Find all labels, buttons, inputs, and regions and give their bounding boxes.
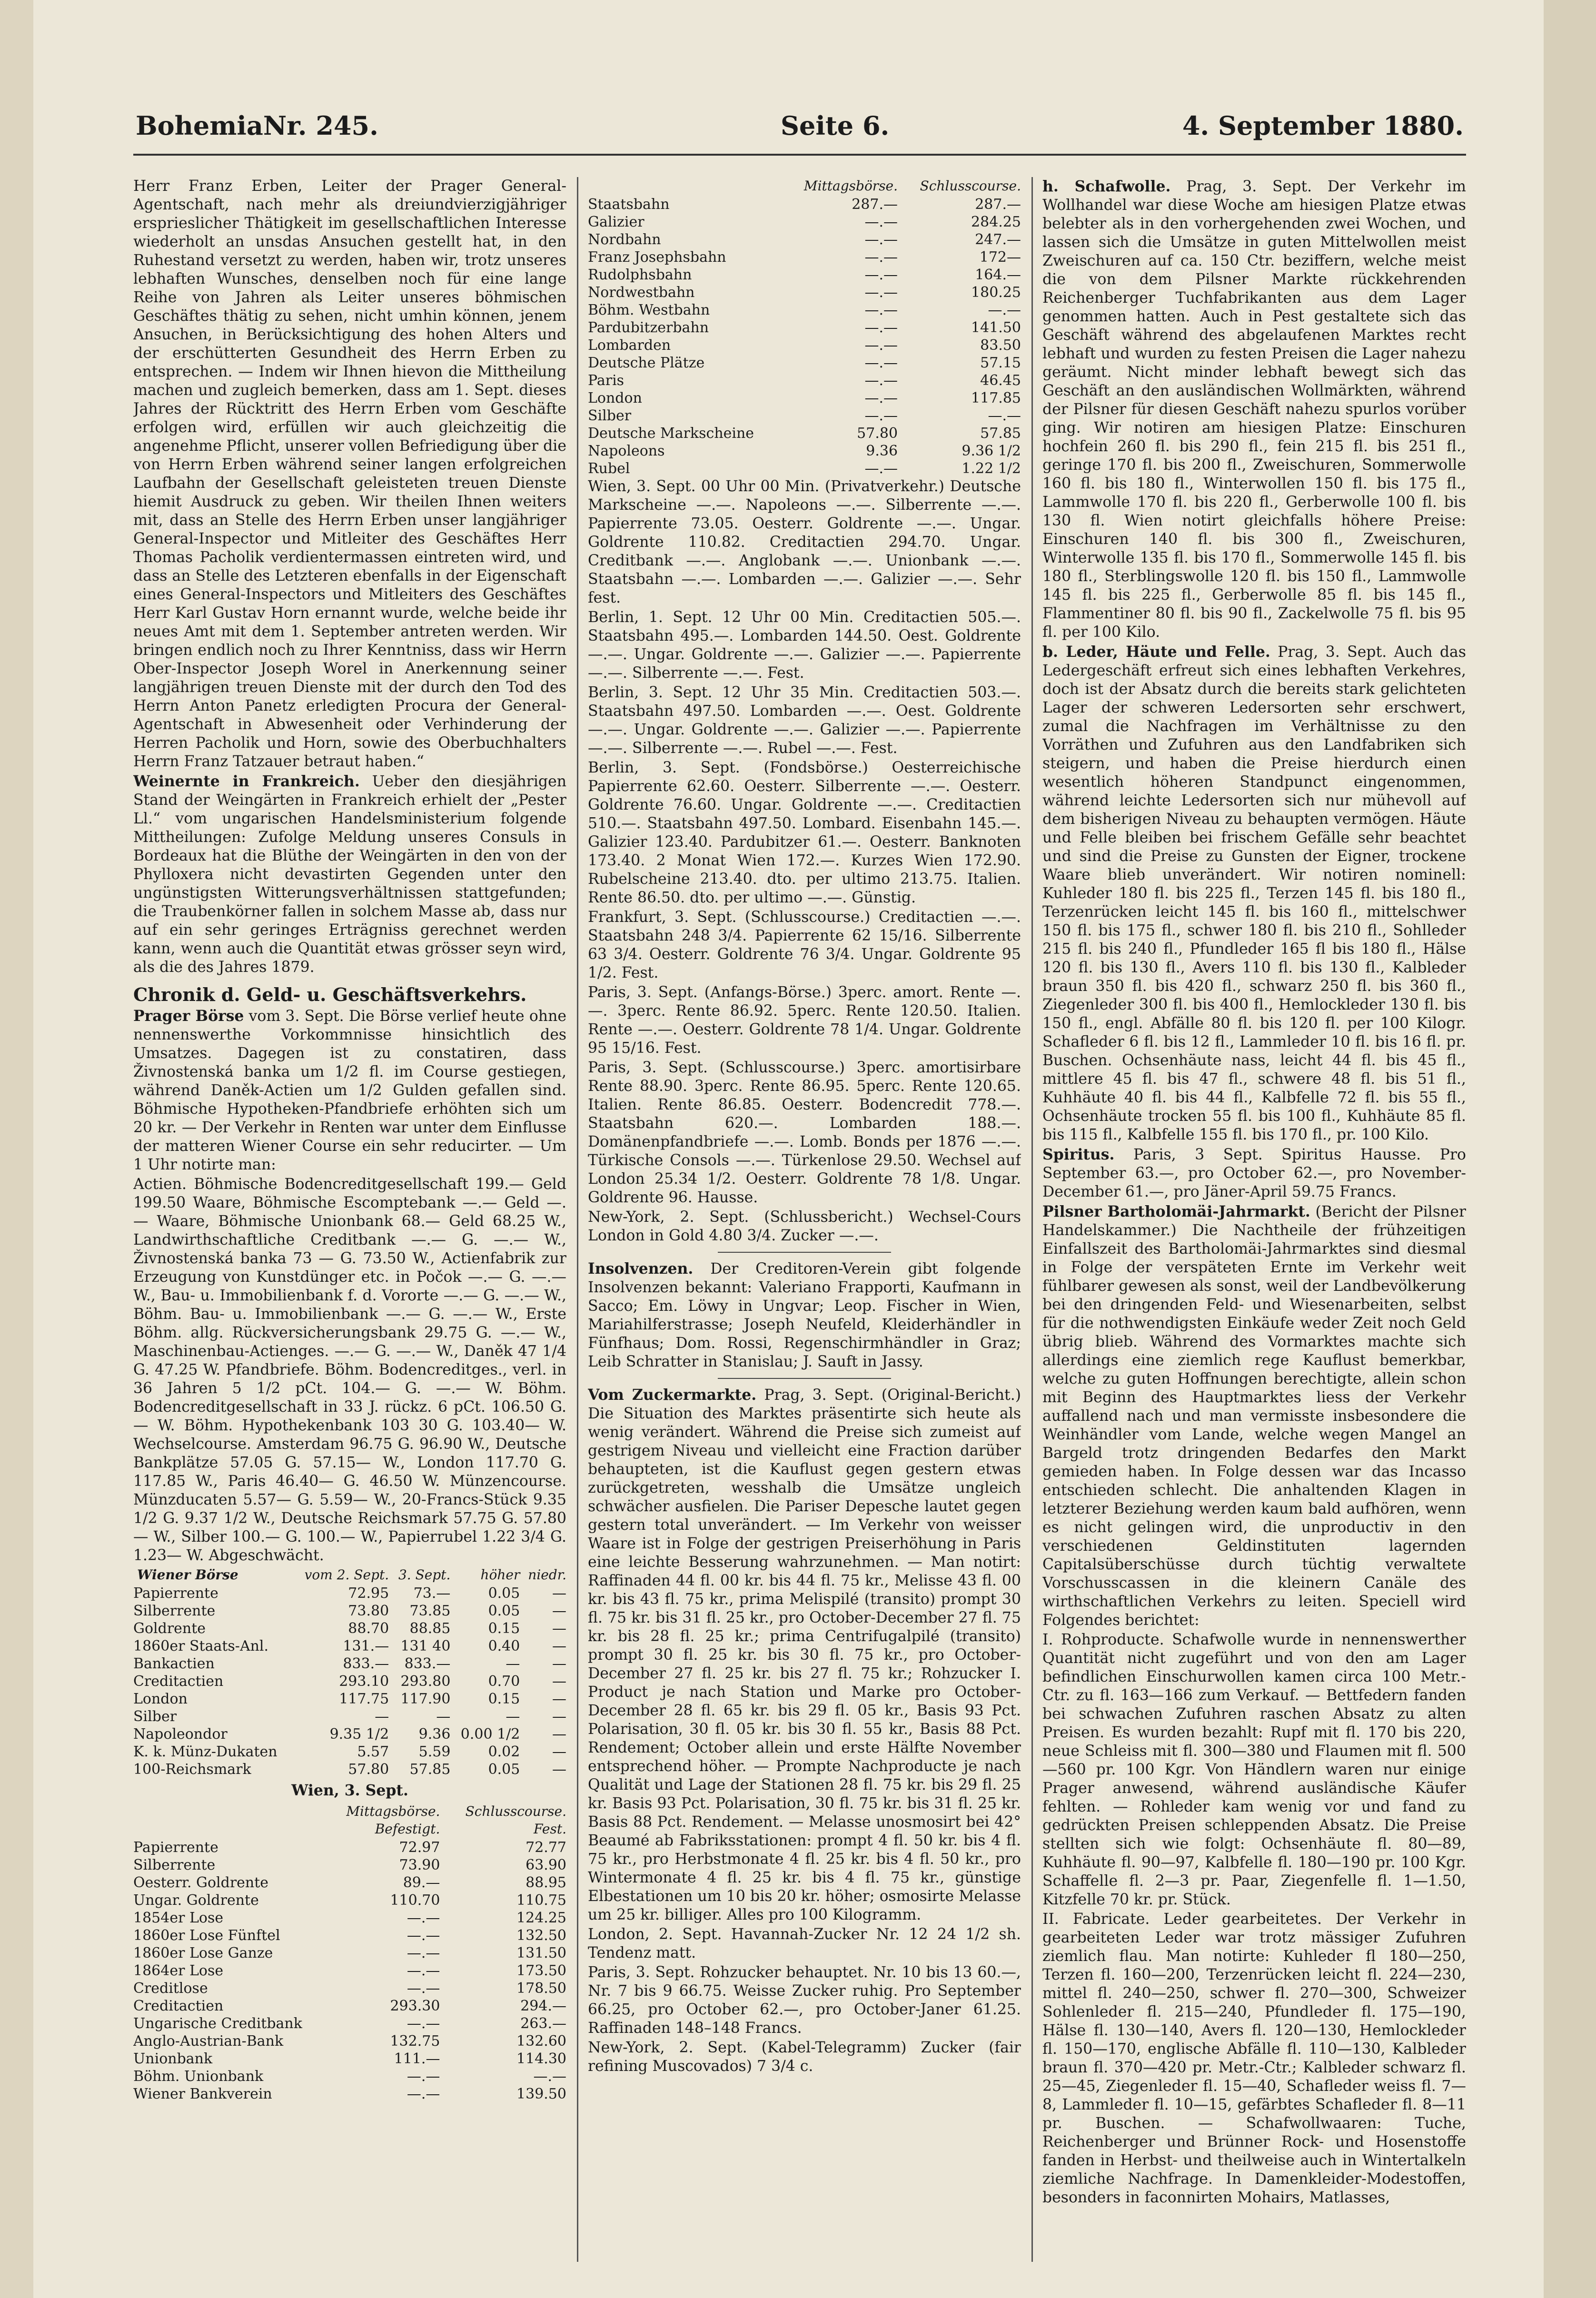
cell-value: —.— (864, 319, 898, 336)
scan-edge-left (0, 0, 33, 2298)
cell-value: —.— (864, 337, 898, 354)
row-label: Goldrente (133, 1620, 206, 1637)
cell-value: 141.50 (971, 319, 1021, 336)
cell-value: 173.50 (516, 1962, 566, 1979)
report-berlin-2: Berlin, 3. Sept. 12 Uhr 35 Min. Creditactien 503.—. Staatsbahn 497.50. Lombarden —.—. Oest. Goldrente —.—. Ungar. Goldrente —.—. Galizier —.—. Papierrente —.—. Silberrente —.—. Rubel —.—. Fest. (588, 684, 1021, 757)
article-spiritus: Spiritus. Paris, 3 Sept. Spiritus Hausse. Pro September 63.—, pro October 62.—, pro November-December 61.—, pro Jäner-April 59.75 Francs. (1042, 1146, 1466, 1200)
row-label: Böhm. Westbahn (588, 302, 710, 318)
report-wien-privat: Wien, 3. Sept. 00 Uhr 00 Min. (Privatverkehr.) Deutsche Markscheine —.—. Napoleons —.—. Silberrente —.—. Papierrente 73.05. Oesterr. Goldrente —.—. Ungar. Goldrente 110.82. Creditactien 294.70. Ungar. Creditbank —.—. Anglobank —.—. Unionbank —.—. Staatsbahn —.—. Lombarden —.—. Galizier —.—. Sehr fest. (588, 478, 1021, 606)
table-row (133, 2068, 566, 2085)
cell-value: 9.36 1/2 (962, 443, 1021, 459)
cell-value: 57.80 (348, 1761, 389, 1778)
row-label: Napoleondor (133, 1726, 228, 1743)
article-prager-boerse (133, 1007, 566, 1174)
table-row (588, 213, 1021, 231)
cell-value: 46.45 (980, 372, 1021, 389)
table-row (133, 1585, 566, 1602)
cell-value: 0.00 1/2 (460, 1726, 520, 1743)
table-row (133, 1892, 566, 1909)
row-label: Wiener Bankverein (133, 2086, 272, 2102)
cell-value: — (552, 1620, 566, 1637)
article-pilsner-jahrmarkt: Pilsner Bartholomäi-Jahrmarkt. (Bericht der Pilsner Handelskammer.) Die Nachtheile der frühzeitigen Einfallszeit des Bartholomäi-Jahrmarktes sind diesmal in Folge der verspäteten Ernte im Verkehr weit fühlbarer gewesen als sonst, weil der Landbevölkerung bei den dringenden Feld- und Wiesenarbeiten, selbst für die nothwendigsten Einkäufe weder Zeit noch Geld übrig blieb. Während des Vormarktes machte sich allerdings eine ziemlich rege Kauflust bemerkbar, welche zu guten Hoffnungen berechtigte, allein schon mit Beginn des Hauptmarktes liess der Verkehr auffallend nach und man vermisste insbesondere die Weinhändler vom Lande, welche wegen Mangel an Bargeld trotz dringenden Bedarfes den Markt gemieden haben. In Folge dessen war das Incasso entschieden schlecht. Die anhaltenden Klagen in letzterer Beziehung werden kaum bald aufhören, wenn es nicht gelingen wird, die unproductiv in den verschiedenen Geldinstituten lagernden Capitalsüberschüsse durch tüchtig verwaltete Vorschusscassen in die kleinern Canäle des wirthschaftlichen Verkehrs zu leiten. Speciell wird Folgendes berichtet: (1042, 1203, 1466, 1629)
cell-value: 117.75 (339, 1691, 389, 1707)
table-row (133, 1602, 566, 1620)
row-label: Creditlose (133, 1980, 208, 1997)
article-title: Prager Börse (133, 1007, 244, 1025)
article-actien: Actien. Böhmische Bodencreditgesellschaft 199.— Geld 199.50 Waare, Böhmische Escomptebank —.— Geld —.— Waare, Böhmische Unionbank 68.— Geld 68.25 W., Landwirthschaftliche Creditbank —.— G. —.— W., Živnostenská banka 73 — G. 73.50 W., Actienfabrik zur Erzeugung von Kunstdünger etc. in Počok —.— G. —.— W., Bau- u. Immobilienbank f. d. Vororte —.— G. —.— W., Böhm. Bau- u. Immobilienbank —.— G. —.— W., Erste Böhm. allg. Rückversicherungsbank 29.75 G. —.— W., Maschinenbau-Actienges. —.— G. —.— W., Daněk 47 1/4 G. 47.25 W. Pfandbriefe. Böhm. Bodencreditges., verl. in 36 Jahren 5 1/2 pCt. 104.— G. —.— W. Böhm. Bodencreditgesellschaft in 33 J. rückz. 6 pCt. 106.50 G. — W. Böhm. Hypothekenbank 103 30 G. 103.40— W. Wechselcourse. Amsterdam 96.75 G. 96.90 W., Deutsche Bankplätze 57.05 G. 57.15— W., London 117.70 G. 117.85 W., Paris 46.40— G. 46.50 W. Münzencourse. Münzducaten 5.57— G. 5.59— W., 20-Francs-Stück 9.35 1/2 G. 9.37 1/2 W., Deutsche Reichsmark 57.75 G. 57.80— W., Silber 100.— G. 100.— W., Papierrubel 1.22 3/4 G. 1.23— W. Abgeschwächt. (133, 1176, 566, 1564)
cell-value: 57.15 (980, 355, 1021, 371)
cell-value: 131.50 (516, 1945, 566, 1961)
report-frankfurt: Frankfurt, 3. Sept. (Schlusscourse.) Creditactien —.—. Staatsbahn 248 3/4. Papierrente 62 15/16. Silberrente 63 3/4. Oesterr. Goldrente 76 3/4. Ungar. Goldrente 95 1/2. Fest. (588, 909, 1021, 981)
report-paris-1: Paris, 3. Sept. (Anfangs-Börse.) 3perc. amort. Rente —.—. 3perc. Rente 86.92. 5perc. Rente 120.50. Italien. Rente —.—. Oesterr. Goldrente 78 1/4. Ungar. Goldrente 95 15/16. Fest. (588, 984, 1021, 1057)
table-row (588, 301, 1021, 319)
report-london-zucker: London, 2. Sept. Havannah-Zucker Nr. 12 24 1/2 sh. Tendenz matt. (588, 1926, 1021, 1961)
table-row (588, 389, 1021, 407)
cell-value: 124.25 (516, 1910, 566, 1926)
row-label: Deutsche Markscheine (588, 425, 754, 442)
row-label: Galizier (588, 214, 644, 230)
wien-mittag-table (133, 1803, 566, 2103)
cell-value: 114.30 (516, 2050, 566, 2067)
cell-value: 88.95 (525, 1874, 566, 1891)
cell-value: 0.70 (488, 1673, 520, 1690)
report-berlin-1: Berlin, 1. Sept. 12 Uhr 00 Min. Creditactien 505.—. Staatsbahn 495.—. Lombarden 144.50. Oest. Goldrente —.—. Ungar. Goldrente —.—. Galizier —.—. Papierrente —.—. Silberrente —.—. Fest. (588, 609, 1021, 682)
cell-value: —.— (864, 284, 898, 301)
cell-value: 0.05 (488, 1761, 520, 1778)
row-label: 100-Reichsmark (133, 1761, 251, 1778)
row-label: Silber (133, 1708, 177, 1725)
table-title: Wiener Börse (137, 1567, 238, 1583)
cell-value: 73.— (413, 1585, 451, 1602)
table-row (133, 2085, 566, 2103)
cell-value: 132.50 (516, 1927, 566, 1944)
cell-value: 0.05 (488, 1585, 520, 1602)
cell-value: 0.05 (488, 1603, 520, 1619)
cell-value: 833.— (404, 1655, 451, 1672)
cell-value: —.— (864, 267, 898, 283)
cell-value: 73.85 (409, 1603, 451, 1619)
table-row (133, 2032, 566, 2050)
cell-value: —.— (406, 2086, 440, 2102)
cell-value: 293.80 (400, 1673, 451, 1690)
row-label: London (588, 390, 642, 406)
article-schafwolle: h. Schafwolle. Prag, 3. Sept. Der Verkehr im Wollhandel war diese Woche am hiesigen Platze etwas belebter als in den vorhergehenden zwei Wochen, und lassen sich die Umsätze in guten Mittelwollen meist Zweischuren auf ca. 150 Ctr. beziffern, welche meist die von dem Pilsner Markte rückkehrenden Reichenberger Tuchfabrikanten aus dem Lager genommen hatten. Auch in Pest gestaltete sich das Geschäft während des abgelaufenen Marktes recht lebhaft und wurden zu festen Preisen die Lager nahezu geräumt. Nicht minder lebhaft bewegt sich das Geschäft an den ausländischen Wollmärkten, während der Pilsner für diesen Geschäft nahezu spurlos vorüber ging. Wir notiren am hiesigen Platze: Einschuren hochfein 260 fl. bis 290 fl., fein 215 fl. bis 251 fl., geringe 170 fl. bis 200 fl., Zweischuren, Sommerwolle 160 fl. bis 180 fl., Winterwollen 150 fl. bis 175 fl., Lammwolle 170 fl. bis 220 fl., Gerberwolle 100 fl. bis 130 fl. Wien notirt gleichfalls höhere Preise: Einschuren 140 fl. bis 300 fl., Zweischuren, Winterwolle 135 fl. bis 170 fl., Sommerwolle 145 fl. bis 180 fl., Sterblingswolle 120 fl. bis 150 fl., Lammwolle 145 fl. bis 225 fl., Gerberwolle 85 fl. bis 145 fl., Flammentiner 80 fl. bis 90 fl., Zackelwolle 75 fl. bis 95 fl. per 100 Kilo. (1042, 178, 1466, 641)
table-row (133, 1637, 566, 1655)
cell-value: 0.15 (488, 1691, 520, 1707)
table-row (588, 372, 1021, 389)
cell-value: — (436, 1708, 451, 1725)
cell-value: 263.— (520, 2015, 566, 2032)
column-header: Mittagsbörse. Befestigt. (346, 1803, 440, 1837)
column-rule (1031, 177, 1033, 2262)
row-label: K. k. Münz-Dukaten (133, 1743, 278, 1760)
row-label: Bankactien (133, 1655, 215, 1672)
cell-value: —.— (864, 372, 898, 389)
cell-value: — (506, 1708, 520, 1725)
cell-value: —.— (864, 407, 898, 424)
cell-value: 73.90 (399, 1857, 440, 1873)
row-label: Silberrente (133, 1603, 216, 1619)
article-insolvenzen: Insolvenzen. Der Creditoren-Verein gibt folgende Insolvenzen bekannt: Valeriano Frapporti, Kaufmann in Sacco; Em. Löwy in Ungvar; Leop. Fischer in Wien, Mariahilferstrasse; Joseph Neufeld, Kleiderhändler in Fünfhaus; Dom. Rossi, Regenschirmhändler in Graz; Leib Schratter in Stanislau; J. Sauft in Jassy. (588, 1260, 1021, 1370)
cell-value: 72.95 (348, 1585, 389, 1602)
row-label: Rubel (588, 460, 630, 477)
table-row (588, 337, 1021, 354)
table-row (588, 407, 1021, 425)
cell-value: 287.— (975, 196, 1021, 213)
report-paris-zucker: Paris, 3. Sept. Rohzucker behauptet. Nr. 10 bis 13 60.—, Nr. 7 bis 9 66.75. Weisse Zucker ruhig. Pro September 66.25, pro October 62.—, pro October-Janer 61.25. Raffinaden 148–148 Francs. (588, 1964, 1021, 2037)
cell-value: —.— (406, 1910, 440, 1926)
page-header (136, 110, 1464, 153)
table-row (133, 1856, 566, 1874)
cell-value: — (552, 1585, 566, 1602)
cell-value: 5.57 (357, 1743, 389, 1760)
masthead-issue: BohemiaNr. 245. (136, 110, 378, 141)
row-label: Nordbahn (588, 231, 661, 248)
table-row (133, 1761, 566, 1778)
article-weinernte (133, 772, 566, 977)
cell-value: 88.70 (348, 1620, 389, 1637)
row-label: Oesterr. Goldrente (133, 1874, 269, 1891)
row-label: London (133, 1691, 188, 1707)
row-label: Deutsche Plätze (588, 355, 705, 371)
cell-value: 9.36 (418, 1726, 451, 1743)
row-label: Nordwestbahn (588, 284, 695, 301)
row-label: Ungar. Goldrente (133, 1892, 259, 1909)
wien-table-title: Wien, 3. Sept. (291, 1782, 408, 1799)
cell-value: — (552, 1603, 566, 1619)
cell-value: —.— (988, 407, 1021, 424)
cell-value: 0.15 (488, 1620, 520, 1637)
column-rule (577, 177, 578, 2262)
cell-value: 284.25 (971, 214, 1021, 230)
cell-value: —.— (864, 231, 898, 248)
column-header: vom 2. Sept. (304, 1567, 389, 1583)
cell-value: 88.85 (409, 1620, 451, 1637)
table-row (133, 1620, 566, 1637)
cell-value: —.— (406, 2015, 440, 2032)
row-label: 1854er Lose (133, 1910, 224, 1926)
cell-value: —.— (864, 302, 898, 318)
cell-value: 9.36 (866, 443, 898, 459)
cell-value: 72.77 (525, 1839, 566, 1856)
table-row (133, 1690, 566, 1708)
cell-value: 0.02 (488, 1743, 520, 1760)
table-row (133, 1874, 566, 1892)
divider (718, 1378, 891, 1379)
cell-value: 73.80 (348, 1603, 389, 1619)
cell-value: — (552, 1673, 566, 1690)
cell-value: — (552, 1708, 566, 1725)
cell-value: 139.50 (516, 2086, 566, 2102)
table-row (588, 196, 1021, 213)
row-label: Napoleons (588, 443, 665, 459)
column-3 (1042, 177, 1466, 2262)
cell-value: 131 40 (400, 1638, 451, 1654)
cell-value: 132.60 (516, 2033, 566, 2050)
cell-value: —.— (864, 355, 898, 371)
cell-value: 5.59 (418, 1743, 451, 1760)
table-row (133, 1743, 566, 1761)
issue-date: 4. September 1880. (1182, 110, 1464, 141)
cell-value: —.— (988, 302, 1021, 318)
cell-value: — (552, 1761, 566, 1778)
cell-value: 9.35 1/2 (329, 1726, 389, 1743)
column-header: höher (480, 1567, 520, 1583)
cell-value: 117.85 (971, 390, 1021, 406)
row-label: Creditactien (133, 1673, 224, 1690)
table-row (588, 354, 1021, 372)
column-header: 3. Sept. (398, 1567, 451, 1583)
divider (718, 1252, 891, 1253)
cell-value: — (552, 1691, 566, 1707)
row-label: Silber (588, 407, 632, 424)
row-label: Unionbank (133, 2050, 213, 2067)
cell-value: — (375, 1708, 389, 1725)
table-row (588, 442, 1021, 460)
cell-value: 293.30 (390, 1998, 440, 2014)
wiener-boerse-table (133, 1566, 566, 1778)
table-row (133, 1725, 566, 1743)
cell-value: 178.50 (516, 1980, 566, 1997)
cell-value: 294.— (520, 1998, 566, 2014)
row-label: Lombarden (588, 337, 671, 354)
table-row (133, 1909, 566, 1927)
cell-value: 293.10 (339, 1673, 389, 1690)
cell-value: 83.50 (980, 337, 1021, 354)
cell-value: 132.75 (390, 2033, 440, 2050)
cell-value: —.— (864, 460, 898, 477)
row-label: Franz Josephsbahn (588, 249, 726, 266)
table-row (133, 1962, 566, 1980)
cell-value: 63.90 (525, 1857, 566, 1873)
table-row (133, 1980, 566, 1997)
article-rohproducte: I. Rohproducte. Schafwolle wurde in nennenswerther Quantität nicht zugeführt und von den am Lager befindlichen Einschurwollen kamen circa 100 Metr.-Ctr. zu fl. 163—166 zum Verkauf. — Bettfedern fanden bei schwachen Zufuhren raschen Absatz zu alten Preisen. Es wurden bezahlt: Rupf mit fl. 170 bis 220, neue Schleiss mit fl. 300—380 und Flaumen mit fl. 500—560 pr. 100 Kgr. Von Händlern waren nur einige Prager anwesend, während ausländische Käufer fehlten. — Rohleder kam wenig vor und fand zu gedrückten Preisen schleppenden Absatz. Die Preise stellten sich wie folgt: Ochsenhäute fl. 80—89, Kuhhäute fl. 90—97, Kalbfelle fl. 180—190 pr. 100 Kgr. Schaffelle fl. 2—3 pr. Paar, Ziegenfelle fl. 1—1.50, Kitzfelle 70 kr. pr. Stück. (1042, 1631, 1466, 1908)
cell-value: 172— (979, 249, 1021, 266)
row-label: Anglo-Austrian-Bank (133, 2033, 284, 2050)
article-fabricate: II. Fabricate. Leder gearbeitetes. Der Verkehr in gearbeiteten Leder war trotz mässiger Zufuhren ziemlich flau. Man notirte: Kuhleder fl 180—250, Terzen fl. 160—200, Terzenrücken leicht fl. 224—230, mittel fl. 240—250, schwer fl. 270—300, Schweizer Sohlenleder fl. 215—240, Pfundleder fl. 175—190, Hälse fl. 130—140, Avers fl. 120—130, Hemlockleder fl. 150—170, englische Abfälle fl. 110—130, Kalbleder braun fl. 370—420 pr. Metr.-Ctr.; Kalbleder schwarz fl. 25—45, Ziegenleder fl. 15—40, Schafleder weiss fl. 7—8, Lammleder fl. 10—15, gefärbtes Schafleder fl. 8—11 pr. Buschen. — Schafwollwaaren: Tuche, Reichenberger und Brünner Rock- und Hosenstoffe fanden in Herbst- und theilweise auch in Wintertalkeln ziemliche Nachfrage. In Damenkleider-Modestoffen, besonders in faconnirten Mohairs, Matlasses, (1042, 1911, 1466, 2206)
cell-value: 164.— (975, 267, 1021, 283)
cell-value: 247.— (975, 231, 1021, 248)
table-row (133, 1927, 566, 1944)
article-erben: Herr Franz Erben, Leiter der Prager General-Agentschaft, nach mehr als dreiundvierzigjähriger ersprieslicher Thätigkeit im gesellschaftlichen Interesse wiederholt an unsdas Ansuchen gestellt hat, in den Ruhestand versetzt zu werden, haben wir, trotz unseres lebhaften Wunsches, denselben noch für eine lange Reihe von Jahren als Leiter unseres böhmischen Geschäftes thätig zu sehen, nicht umhin können, jenem Ansuchen, in Berücksichtigung des hohen Alters und der erschütterten Gesundheit des Herrn Erben zu entsprechen. — Indem wir Ihnen hievon die Mittheilung machen und zugleich bemerken, dass am 1. Sept. dieses Jahres der Rücktritt des Herrn Erben vom Geschäfte erfolgen wird, erfüllen wir auch gleichzeitig die angenehme Pflicht, unserer vollen Befriedigung über die von Herrn Erben während seiner langen erfolgreichen Laufbahn der Gesellschaft geleisteten treuen Dienste hiemit Ausdruck zu geben. Wir theilen Ihnen weiters mit, dass an Stelle des Herrn Erben unser langjähriger General-Inspector und Mitleiter des Geschäftes Herr Thomas Pacholik verdientermassen eintreten wird, und dass an Stelle des Letzteren ebenfalls in der Eigenschaft eines General-Inspectors und Mitleiters des Geschäftes Herr Karl Gustav Horn ernannt wurde, welche beide ihr neues Amt mit dem 1. September antreten werden. Wir bringen endlich noch zu Ihrer Kenntniss, dass wir Herrn Ober-Inspector Joseph Worel in Anerkennung seiner langjährigen treuen Dienste mit der durch den Tod des Herrn Anton Panetz erledigten Procura der General-Agentschaft in Abwesenheit oder Verhinderung der Herren Pacholik und Horn, sowie des Oberbuchhalters Herrn Franz Tatzauer betraut haben.“ (133, 178, 566, 770)
row-label: Creditactien (133, 1998, 224, 2014)
column-header: Mittagsbörse. (803, 178, 898, 194)
column-2 (588, 177, 1021, 2262)
table-row (133, 2015, 566, 2032)
cell-value: 131.— (343, 1638, 389, 1654)
cell-value: 110.75 (516, 1892, 566, 1909)
column-1 (133, 177, 566, 2262)
table-row (133, 1839, 566, 1856)
row-label: 1860er Staats-Anl. (133, 1638, 269, 1654)
row-label: Pardubitzerbahn (588, 319, 709, 336)
row-label: 1860er Lose Fünftel (133, 1927, 280, 1944)
table-row (588, 425, 1021, 442)
cell-value: 57.85 (980, 425, 1021, 442)
kurs-table (588, 177, 1021, 477)
row-label: 1864er Lose (133, 1962, 224, 1979)
section-title-chronik: Chronik d. Geld- u. Geschäftsverkehrs. (133, 984, 527, 1005)
table-row (133, 1944, 566, 1962)
cell-value: —.— (406, 1980, 440, 1997)
article-leder: b. Leder, Häute und Felle. Prag, 3. Sept. Auch das Ledergeschäft erfreut sich eines lebhaften Verkehres, doch ist der Absatz durch die bereits stark gelichteten Lager der schweren Ledersorten sehr erschwert, zumal die Nachfragen im Verhältnisse zu den Vorräthen und Zufuhren aus den Landfabriken sich steigern, und haben die Preise hierdurch einen wesentlich höheren Standpunct eingenommen, während leichte Ledersorten sich nur mühevoll auf dem bisherigen Niveau zu behaupten vermögen. Häute und Felle bleiben bei frischem Gefälle sehr beachtet und sind die Preise zu Gunsten der Eigner, trockene Waare blieb unverändert. Wir notiren nominell: Kuhleder 180 fl. bis 225 fl., Terzen 145 fl. bis 180 fl., Terzenrücken leicht 145 fl. bis 160 fl., mittelschwer 150 fl. bis 175 fl., schwer 180 fl. bis 210 fl., Sohlleder 215 fl. bis 240 fl., Pfundleder 165 fl bis 180 fl., Hälse 120 fl. bis 130 fl., Avers 110 fl. bis 130 fl., Kalbleder braun 350 fl. bis 420 fl., schwarz 250 fl. bis 360 fl., Ziegenleder 300 fl. bis 400 fl., Hemlockleder 130 fl. bis 150 fl., engl. Abfälle 80 fl. bis 120 fl. per 100 Kilogr. Schafleder 6 fl. bis 12 fl., Lammleder 10 fl. bis 16 fl. pr. Buschen. Ochsenhäute nass, leicht 44 fl. bis 45 fl., mittlere 45 fl. bis 47 fl., schwere 48 fl. bis 51 fl., Kuhhäute 40 fl. bis 44 fl., Kalbfelle 72 fl. bis 55 fl., Ochsenhäute trocken 55 fl. bis 100 fl., Kuhhäute 85 fl. bis 115 fl., Kalbfelle 155 fl. bis 170 fl., pr. 100 Kilo. (1042, 643, 1466, 1143)
cell-value: 72.97 (399, 1839, 440, 1856)
cell-value: —.— (406, 1945, 440, 1961)
table-row (133, 1708, 566, 1725)
cell-value: 180.25 (971, 284, 1021, 301)
row-label: Staatsbahn (588, 196, 670, 213)
cell-value: 89.— (403, 1874, 440, 1891)
cell-value: —.— (406, 2068, 440, 2085)
row-label: Silberrente (133, 1857, 216, 1873)
report-newyork: New-York, 2. Sept. (Schlussbericht.) Wechsel-Cours London in Gold 4.80 3/4. Zucker —.—. (588, 1208, 1021, 1244)
cell-value: — (506, 1655, 520, 1672)
row-label: Papierrente (133, 1585, 218, 1602)
table-row (133, 1997, 566, 2015)
page-number: Seite 6. (781, 110, 890, 141)
row-label: Ungarische Creditbank (133, 2015, 302, 2032)
row-label: Böhm. Unionbank (133, 2068, 264, 2085)
table-row (588, 319, 1021, 337)
report-newyork-zucker: New-York, 2. Sept. (Kabel-Telegramm) Zucker (fair refining Muscovados) 7 3/4 c. (588, 2039, 1021, 2075)
table-row (133, 1673, 566, 1690)
row-label: 1860er Lose Ganze (133, 1945, 273, 1961)
scan-edge-right (1544, 0, 1596, 2298)
cell-value: 1.22 1/2 (962, 460, 1021, 477)
row-label: Papierrente (133, 1839, 218, 1856)
cell-value: — (552, 1638, 566, 1654)
article-title: Weinernte in Frankreich. (133, 773, 360, 790)
cell-value: —.— (406, 1962, 440, 1979)
column-header: niedr. (528, 1567, 566, 1583)
cell-value: —.— (533, 2068, 566, 2085)
cell-value: 0.40 (488, 1638, 520, 1654)
cell-value: 287.— (852, 196, 898, 213)
cell-value: 57.85 (409, 1761, 451, 1778)
cell-value: —.— (864, 214, 898, 230)
cell-value: 111.— (394, 2050, 440, 2067)
cell-value: 117.90 (400, 1691, 451, 1707)
header-rule (133, 154, 1466, 156)
cell-value: —.— (406, 1927, 440, 1944)
table-row (588, 284, 1021, 301)
article-zuckermarkt: Vom Zuckermarkte. Prag, 3. Sept. (Original-Bericht.) Die Situation des Marktes präsentirte sich heute als wenig verändert. Während die Preise sich zumeist auf gestrigem Niveau und vielleicht eine Fraction darüber behaupteten, ist die Kauflust gegen gestern etwas zurückgetreten, wesshalb die Umsätze ungleich schwächer ausfielen. Die Pariser Depesche lautet gegen gestern total unverändert. — Im Verkehr von weisser Waare ist in Folge der gestrigen Preiserhöhung in Paris eine leichte Besserung wahrzunehmen. — Man notirt: Raffinaden 44 fl. 00 kr. bis 44 fl. 75 kr., Melisse 43 fl. 00 kr. bis 43 fl. 75 kr., prima Melispilé (transito) prompt 30 fl. 75 kr. bis 31 fl. 25 kr., pro October-December 27 fl. 75 kr. bis 28 fl. 25 kr.; prima Centrifugalpilé (transito) prompt 30 fl. 25 kr. bis 30 fl. 75 kr., pro October-December 27 fl. 25 kr. bis 27 fl. 75 kr.; Rohzucker I. Product je nach Station und Marke pro October-December 28 fl. 65 kr. bis 29 fl. 05 kr., Basis 93 Pct. Polarisation, 30 fl. 05 kr. bis 30 fl. 55 kr., Basis 88 Pct. Rendement; October allein und erste Hälfte November entsprechend höher. — Prompte Nachproducte je nach Qualität und Lage der Stationen 28 fl. 75 kr. bis 29 fl. 25 kr. Basis 93 Pct. Polarisation, 30 fl. 75 kr. bis 31 fl. 25 kr. Basis 88 Pct. Rendement. — Melasse unosmosirt bei 42° Beaumé ab Fabriksstationen: prompt 4 fl. 50 kr. bis 4 fl. 75 kr., pro Herbstmonate 4 fl. 25 kr. bis 4 fl. 50 kr., pro Wintermonate 4 fl. 25 kr. bis 4 fl. 75 kr., günstige Elbestationen um 10 bis 20 kr. höher; osmosirte Melasse um 25 kr. billiger. Alles pro 100 Kilogramm. (588, 1386, 1021, 1923)
table-row (588, 231, 1021, 248)
column-header: Schlusscourse. Fest. (465, 1803, 566, 1837)
article-body: vom 3. Sept. Die Börse verlief heute ohne nennenswerthe Vorkommnisse hinsichtlich des Umsatzes. Dagegen ist zu constatiren, dass Živnostenská banka um 1/2 fl. im Course gestiegen, während Daněk-Actien um 1/2 Gulden gefallen sind. Böhmische Hypotheken-Pfandbriefe erhöhten sich um 20 kr. — Der Verkehr in Renten war unter dem Einflusse der matteren Wiener Course ein sehr reducirter. — Um 1 Uhr notirte man: (133, 1008, 566, 1173)
cell-value: 57.80 (857, 425, 898, 442)
cell-value: —.— (864, 390, 898, 406)
table-row (588, 248, 1021, 266)
table-row (133, 2050, 566, 2068)
report-paris-2: Paris, 3. Sept. (Schlusscourse.) 3perc. amortisirbare Rente 88.90. 3perc. Rente 86.95. 5perc. Rente 120.65. Italien. Rente 86.85. Oesterr. Bodencredit 778.—. Staatsbahn 620.—. Lombarden 188.—. Domänenpfandbriefe —.—. Lomb. Bonds per 1876 —.—. Türkische Consols —.—. Türkenlose 29.50. Wechsel auf London 25.34 1/2. Oesterr. Goldrente 78 1/8. Ungar. Goldrente 96. Hausse. (588, 1059, 1021, 1206)
cell-value: —.— (864, 249, 898, 266)
cell-value: 833.— (343, 1655, 389, 1672)
cell-value: — (552, 1743, 566, 1760)
report-berlin-3: Berlin, 3. Sept. (Fondsbörse.) Oesterreichische Papierrente 62.60. Oesterr. Silberrente —.—. Oesterr. Goldrente 76.60. Ungar. Goldrente —.—. Creditactien 510.—. Staatsbahn 497.50. Lombard. Eisenbahn 145.—. Galizier 123.40. Pardubitzer 61.—. Oesterr. Banknoten 173.40. 2 Monat Wien 172.—. Kurzes Wien 172.90. Rubelscheine 213.40. dto. per ultimo 213.75. Italien. Rente 86.50. dto. per ultimo —.—. Günstig. (588, 759, 1021, 906)
article-body: Ueber den diesjährigen Stand der Weingärten in Frankreich erhielt der „Pester Ll.“ vom ungarischen Handelsministerium folgende Mittheilungen: Zufolge Meldung unseres Consuls in Bordeaux hat die Blüthe der Weingärten in den von der Phylloxera nicht devastirten Gegenden unter den ungünstigsten Witterungsverhältnissen stattgefunden; die Traubenkörner fallen in solchem Masse ab, dass nur auf ein sehr geringes Erträgniss gerechnet werden kann, wenn auch die Quantität etwas grösser seyn wird, als die des Jahres 1879. (133, 773, 566, 976)
table-row (588, 460, 1021, 477)
table-row (133, 1655, 566, 1673)
cell-value: — (552, 1655, 566, 1672)
table-row (588, 266, 1021, 284)
cell-value: — (552, 1726, 566, 1743)
row-label: Paris (588, 372, 625, 389)
column-header: Schlusscourse. (920, 178, 1021, 194)
cell-value: 110.70 (390, 1892, 440, 1909)
row-label: Rudolphsbahn (588, 267, 692, 283)
